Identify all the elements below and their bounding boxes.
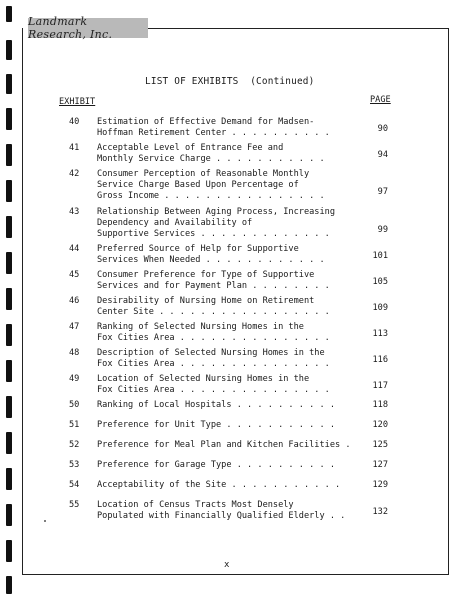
exhibit-page-number: 97 bbox=[377, 186, 388, 197]
exhibit-description bbox=[97, 169, 325, 201]
exhibit-description bbox=[97, 117, 330, 139]
exhibit-description-line: Consumer Preference for Type of Supportive bbox=[97, 270, 315, 280]
page-frame-top bbox=[148, 28, 448, 29]
exhibit-description bbox=[97, 322, 330, 344]
exhibit-description-line: Relationship Between Aging Process, Increasing bbox=[97, 207, 335, 217]
exhibit-description-line: Estimation of Effective Demand for Madsen- bbox=[97, 117, 315, 127]
exhibit-page-number: 125 bbox=[372, 440, 388, 450]
exhibit-description-line: Ranking of Local Hospitals . . . . . . . . . . bbox=[97, 400, 335, 410]
exhibit-description bbox=[97, 400, 335, 411]
exhibit-description bbox=[97, 207, 335, 239]
binding-mark bbox=[6, 216, 12, 238]
exhibit-description-line: Monthly Service Charge . . . . . . . . . . . bbox=[97, 153, 325, 164]
exhibit-page-number: 113 bbox=[372, 328, 388, 339]
exhibit-page-number: 127 bbox=[372, 460, 388, 470]
company-logo: Landmark Research, Inc. bbox=[28, 18, 148, 38]
exhibit-description bbox=[97, 440, 351, 451]
column-header-page: PAGE bbox=[370, 95, 391, 105]
exhibit-description-line: Service Charge Based Upon Percentage of bbox=[97, 179, 299, 190]
exhibit-description-line: Services When Needed . . . . . . . . . . . . bbox=[97, 254, 325, 265]
binding-mark bbox=[6, 468, 12, 490]
binding-mark bbox=[6, 180, 12, 202]
exhibit-description-line: Preference for Garage Type . . . . . . . . . . bbox=[97, 460, 335, 470]
exhibit-description-line: Supportive Services . . . . . . . . . . . . . bbox=[97, 228, 330, 239]
exhibit-page-number: 99 bbox=[377, 224, 388, 235]
exhibit-description bbox=[97, 296, 330, 318]
exhibit-number: 47 bbox=[69, 322, 80, 332]
binding-mark bbox=[6, 504, 12, 526]
binding-mark bbox=[6, 144, 12, 166]
binding-mark bbox=[6, 324, 12, 346]
binding-mark bbox=[6, 6, 12, 22]
binding-mark bbox=[6, 108, 12, 130]
exhibit-page-number: 94 bbox=[377, 149, 388, 160]
exhibit-description-line: Fox Cities Area . . . . . . . . . . . . . . . bbox=[97, 332, 330, 343]
exhibit-description bbox=[97, 460, 335, 471]
exhibit-description-line: Preference for Unit Type . . . . . . . . . . . bbox=[97, 420, 335, 430]
exhibit-description bbox=[97, 348, 330, 370]
exhibit-description-line: Acceptable Level of Entrance Fee and bbox=[97, 143, 284, 153]
exhibit-description-line: Consumer Perception of Reasonable Monthly bbox=[97, 169, 310, 179]
exhibit-number: 50 bbox=[69, 400, 80, 410]
exhibit-page-number: 116 bbox=[372, 354, 388, 365]
exhibit-page-number: 117 bbox=[372, 380, 388, 391]
exhibit-description-line: Acceptability of the Site . . . . . . . . . . . bbox=[97, 480, 341, 490]
exhibit-description-line: Description of Selected Nursing Homes in the bbox=[97, 348, 325, 358]
exhibit-number: 46 bbox=[69, 296, 80, 306]
exhibit-description-line: Dependency and Availability of bbox=[97, 217, 253, 228]
exhibit-number: 40 bbox=[69, 117, 80, 127]
exhibit-number: 53 bbox=[69, 460, 80, 470]
exhibit-page-number: 132 bbox=[372, 506, 388, 517]
exhibit-description-line: Preference for Meal Plan and Kitchen Facilities . bbox=[97, 440, 351, 450]
exhibit-description-line: Location of Census Tracts Most Densely bbox=[97, 500, 294, 510]
exhibit-number: 52 bbox=[69, 440, 80, 450]
exhibit-number: 42 bbox=[69, 169, 80, 179]
exhibit-description bbox=[97, 480, 340, 491]
binding-mark bbox=[6, 396, 12, 418]
exhibit-page-number: 118 bbox=[372, 400, 388, 410]
exhibit-description bbox=[97, 420, 335, 431]
exhibit-number: 44 bbox=[69, 244, 80, 254]
binding-mark bbox=[6, 40, 12, 60]
exhibit-description bbox=[97, 270, 330, 292]
binding-mark bbox=[6, 252, 12, 274]
page-title: LIST OF EXHIBITS (Continued) bbox=[145, 76, 315, 87]
exhibit-page-number: 120 bbox=[372, 420, 388, 430]
binding-mark bbox=[6, 432, 12, 454]
exhibit-page-number: 105 bbox=[372, 276, 388, 287]
exhibit-description-line: Preferred Source of Help for Supportive bbox=[97, 244, 299, 254]
exhibit-number: 45 bbox=[69, 270, 80, 280]
exhibit-page-number: 129 bbox=[372, 480, 388, 490]
exhibit-page-number: 101 bbox=[372, 250, 388, 261]
exhibit-description-line: Fox Cities Area . . . . . . . . . . . . . . . bbox=[97, 358, 330, 369]
exhibit-number: 51 bbox=[69, 420, 80, 430]
binding-mark bbox=[6, 576, 12, 594]
page-number: x bbox=[224, 560, 230, 570]
exhibit-description-line: Location of Selected Nursing Homes in the bbox=[97, 374, 310, 384]
exhibit-description bbox=[97, 143, 325, 165]
exhibit-description-line: Ranking of Selected Nursing Homes in the bbox=[97, 322, 304, 332]
exhibit-number: 43 bbox=[69, 207, 80, 217]
exhibit-description-line: Center Site . . . . . . . . . . . . . . . . . bbox=[97, 306, 330, 317]
exhibit-page-number: 109 bbox=[372, 302, 388, 313]
exhibit-description bbox=[97, 244, 325, 266]
exhibit-number: 49 bbox=[69, 374, 80, 384]
exhibit-page-number: 90 bbox=[377, 123, 388, 134]
exhibit-description-line: Desirability of Nursing Home on Retirement bbox=[97, 296, 315, 306]
column-header-exhibit: EXHIBIT bbox=[59, 97, 96, 107]
exhibit-description-line: Hoffman Retirement Center . . . . . . . . . . bbox=[97, 127, 330, 138]
exhibit-number: 41 bbox=[69, 143, 80, 153]
scan-speck bbox=[44, 520, 46, 522]
binding-mark bbox=[6, 74, 12, 94]
exhibit-number: 48 bbox=[69, 348, 80, 358]
exhibit-description bbox=[97, 500, 345, 522]
binding-mark bbox=[6, 288, 12, 310]
binding-mark bbox=[6, 540, 12, 562]
exhibit-description-line: Gross Income . . . . . . . . . . . . . . . . bbox=[97, 190, 325, 201]
binding-mark bbox=[6, 360, 12, 382]
exhibit-description-line: Services and for Payment Plan . . . . . . . . bbox=[97, 280, 330, 291]
exhibit-description-line: Fox Cities Area . . . . . . . . . . . . . . . bbox=[97, 384, 330, 395]
exhibit-description bbox=[97, 374, 330, 396]
exhibit-number: 55 bbox=[69, 500, 80, 510]
exhibit-description-line: Populated with Financially Qualified Elderly . . bbox=[97, 510, 346, 521]
exhibit-number: 54 bbox=[69, 480, 80, 490]
